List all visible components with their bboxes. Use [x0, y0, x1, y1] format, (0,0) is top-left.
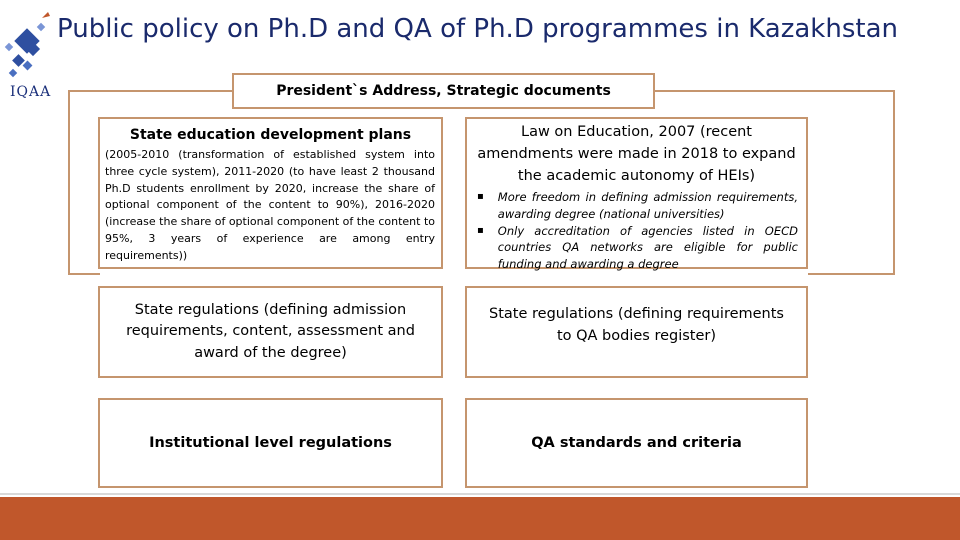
bullet-text: Only accreditation of agencies listed in OECD countries QA networks are eligible for public funding and awarding a degree	[497, 223, 798, 272]
strategic-documents-box	[232, 73, 655, 109]
state-regulations-admission-box	[98, 286, 443, 378]
bullet-icon: ▪	[477, 191, 484, 202]
connector-right-vertical	[893, 90, 895, 275]
footer-divider	[0, 493, 960, 495]
iqaa-logo-mark	[4, 10, 64, 95]
list-item	[477, 189, 798, 223]
footer-bar	[0, 497, 960, 540]
bullet-text: More freedom in defining admission requirements, awarding degree (national universities)	[497, 190, 798, 221]
education-plans-body: (2005-2010 (transformation of established system into three cycle system), 2011-2020 (to have least 2 thousand Ph.D students enrollment by 2020, increase the share of optional component of the content to 90%), 2016-2020 (increase the share of optional component of the content to 95%, 3 years of experience are among entry requirements))	[105, 148, 435, 262]
qa-standards-label: QA standards and criteria	[531, 435, 742, 451]
bullet-icon: ▪	[477, 224, 484, 236]
institutional-regulations-box	[98, 398, 443, 488]
state-regulations-qa-label: State regulations (defining requirements to QA bodies register)	[489, 306, 784, 344]
state-regulations-qa-box	[465, 286, 808, 378]
institutional-regulations-label: Institutional level regulations	[149, 435, 392, 451]
connector-left-horizontal	[68, 90, 232, 92]
education-plans-heading: State education development plans	[129, 127, 412, 143]
connector-right-bottom	[808, 273, 895, 275]
qa-standards-box	[465, 398, 808, 488]
law-on-education-box	[465, 117, 808, 272]
strategic-documents-label: President`s Address, Strategic documents	[276, 83, 611, 99]
state-regulations-admission-label: State regulations (defining admission requirements, content, assessment and award of the degree)	[126, 301, 415, 361]
connector-left-bottom	[68, 273, 100, 275]
logo-text: IQAA	[10, 84, 52, 100]
education-plans-box	[98, 117, 443, 269]
law-on-education-heading: Law on Education, 2007 (recent amendments were made in 2018 to expand the academic autonomy of HEIs)	[477, 124, 796, 184]
page-title: Public policy on Ph.D and QA of Ph.D programmes in Kazakhstan	[57, 14, 898, 44]
list-item	[477, 223, 798, 273]
connector-left-vertical	[68, 90, 70, 275]
law-on-education-bullets	[467, 189, 806, 273]
connector-right-horizontal	[655, 90, 895, 92]
